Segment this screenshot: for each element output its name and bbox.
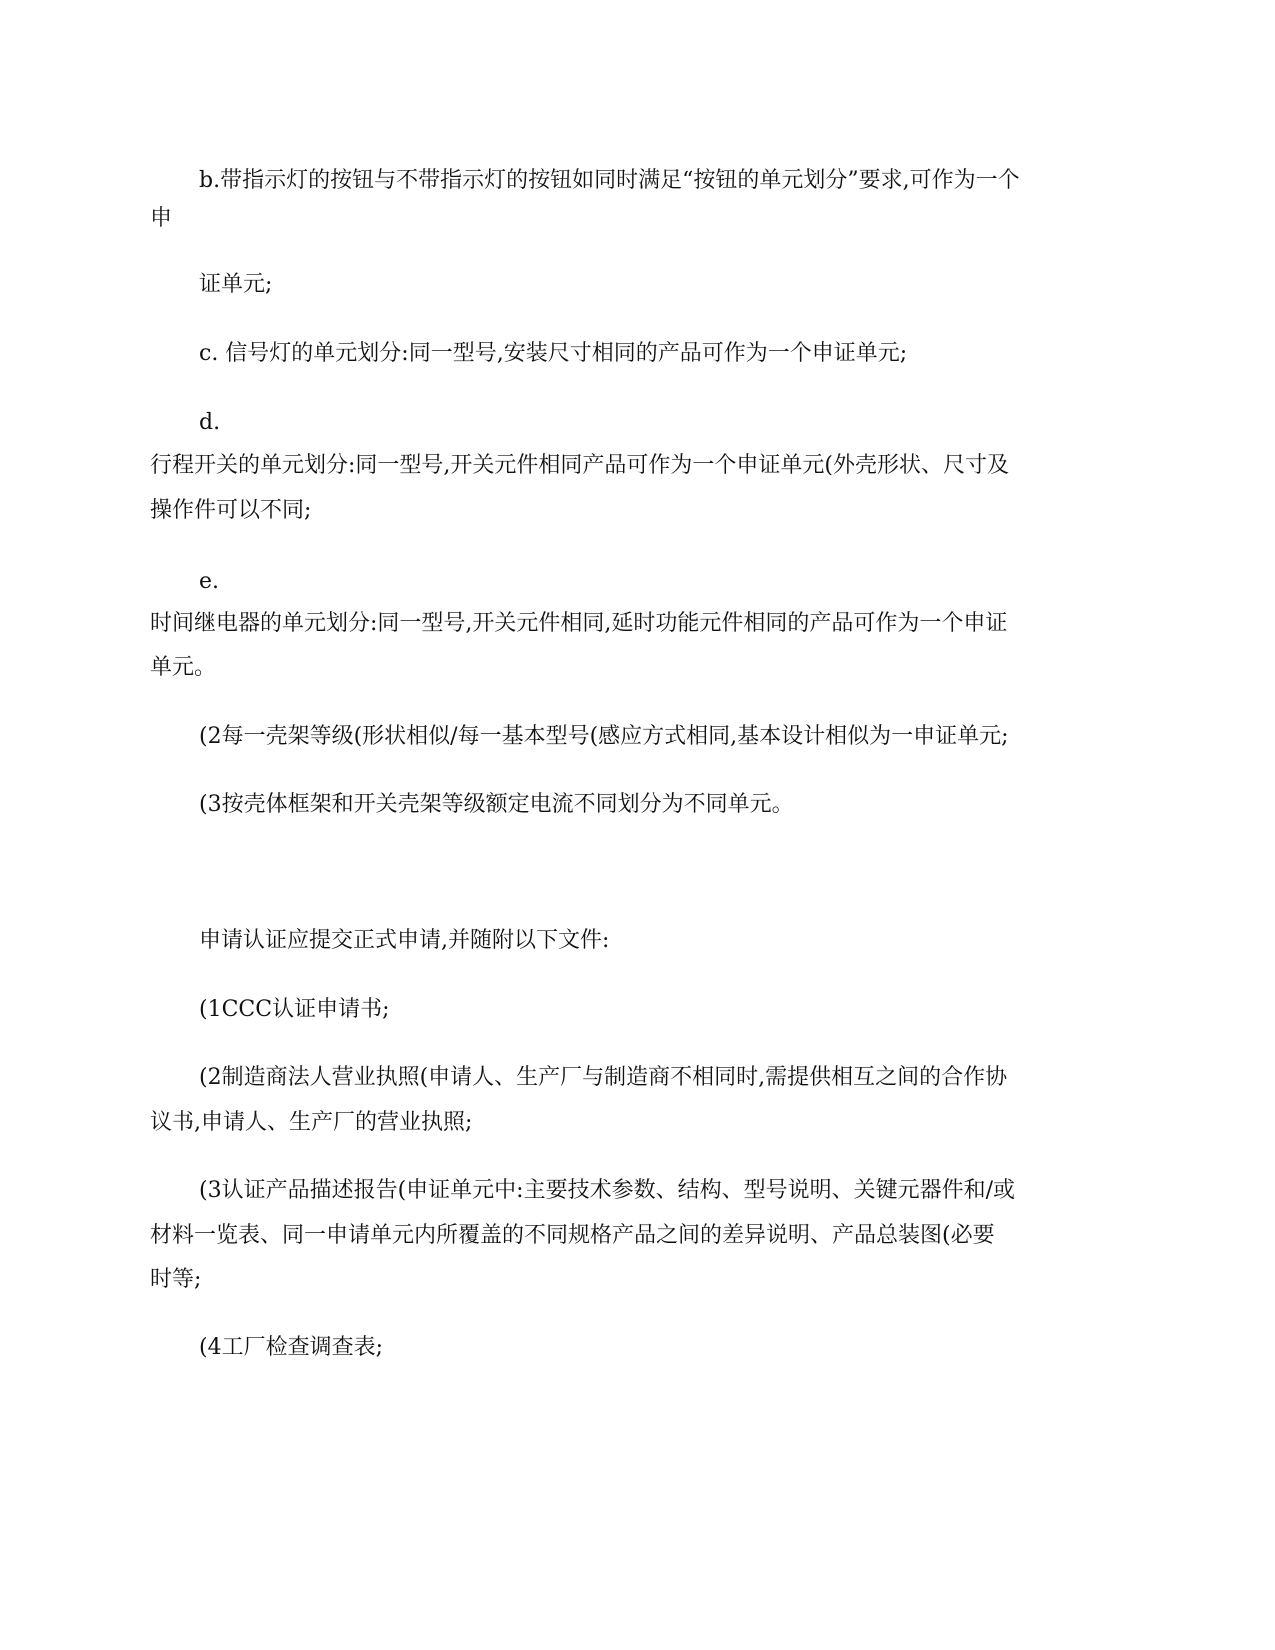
text-line-button-indicator: b.带指示灯的按钮与不带指示灯的按钮如同时满足“按钮的单元划分”要求,可作为一个 bbox=[199, 168, 1020, 193]
text-line-product-report-end: 时等; bbox=[150, 1267, 202, 1292]
text-line-wrap: 申 bbox=[150, 206, 173, 231]
text-line-housing-frame: (3按壳体框架和开关壳架等级额定电流不同划分为不同单元。 bbox=[199, 792, 794, 817]
text-line-frame-grade: (2每一壳架等级(形状相似/每一基本型号(感应方式相同,基本设计相似为一申证单元; bbox=[199, 724, 1009, 749]
text-line-item-d: d. bbox=[199, 410, 221, 435]
text-line-application-intro: 申请认证应提交正式申请,并随附以下文件: bbox=[199, 928, 610, 953]
text-line-product-report-cont: 材料一览表、同一申请单元内所覆盖的不同规格产品之间的差异说明、产品总装图(必要 bbox=[150, 1223, 995, 1248]
text-line-time-relay: 时间继电器的单元划分:同一型号,开关元件相同,延时功能元件相同的产品可作为一个申证 bbox=[150, 611, 1008, 636]
text-line-product-report: (3认证产品描述报告(申证单元中:主要技术参数、结构、型号说明、关键元器件和/或 bbox=[199, 1178, 1015, 1203]
text-line-signal-lamp: c. 信号灯的单元划分:同一型号,安装尺寸相同的产品可作为一个申证单元; bbox=[199, 341, 908, 366]
text-line-ccc-application: (1CCC认证申请书; bbox=[199, 997, 390, 1022]
text-line-travel-switch-cont: 操作件可以不同; bbox=[150, 498, 312, 523]
text-line-cert-unit: 证单元; bbox=[199, 272, 273, 297]
text-line-business-license-cont: 议书,申请人、生产厂的营业执照; bbox=[150, 1110, 473, 1135]
text-line-business-license: (2制造商法人营业执照(申请人、生产厂与制造商不相同时,需提供相互之间的合作协 bbox=[199, 1065, 1008, 1090]
text-line-item-e: e. bbox=[199, 569, 220, 594]
text-line-factory-survey: (4工厂检查调查表; bbox=[199, 1335, 383, 1360]
text-line-travel-switch: 行程开关的单元划分:同一型号,开关元件相同产品可作为一个申证单元(外壳形状、尺寸及 bbox=[150, 453, 1009, 478]
text-line-time-relay-cont: 单元。 bbox=[150, 655, 217, 680]
